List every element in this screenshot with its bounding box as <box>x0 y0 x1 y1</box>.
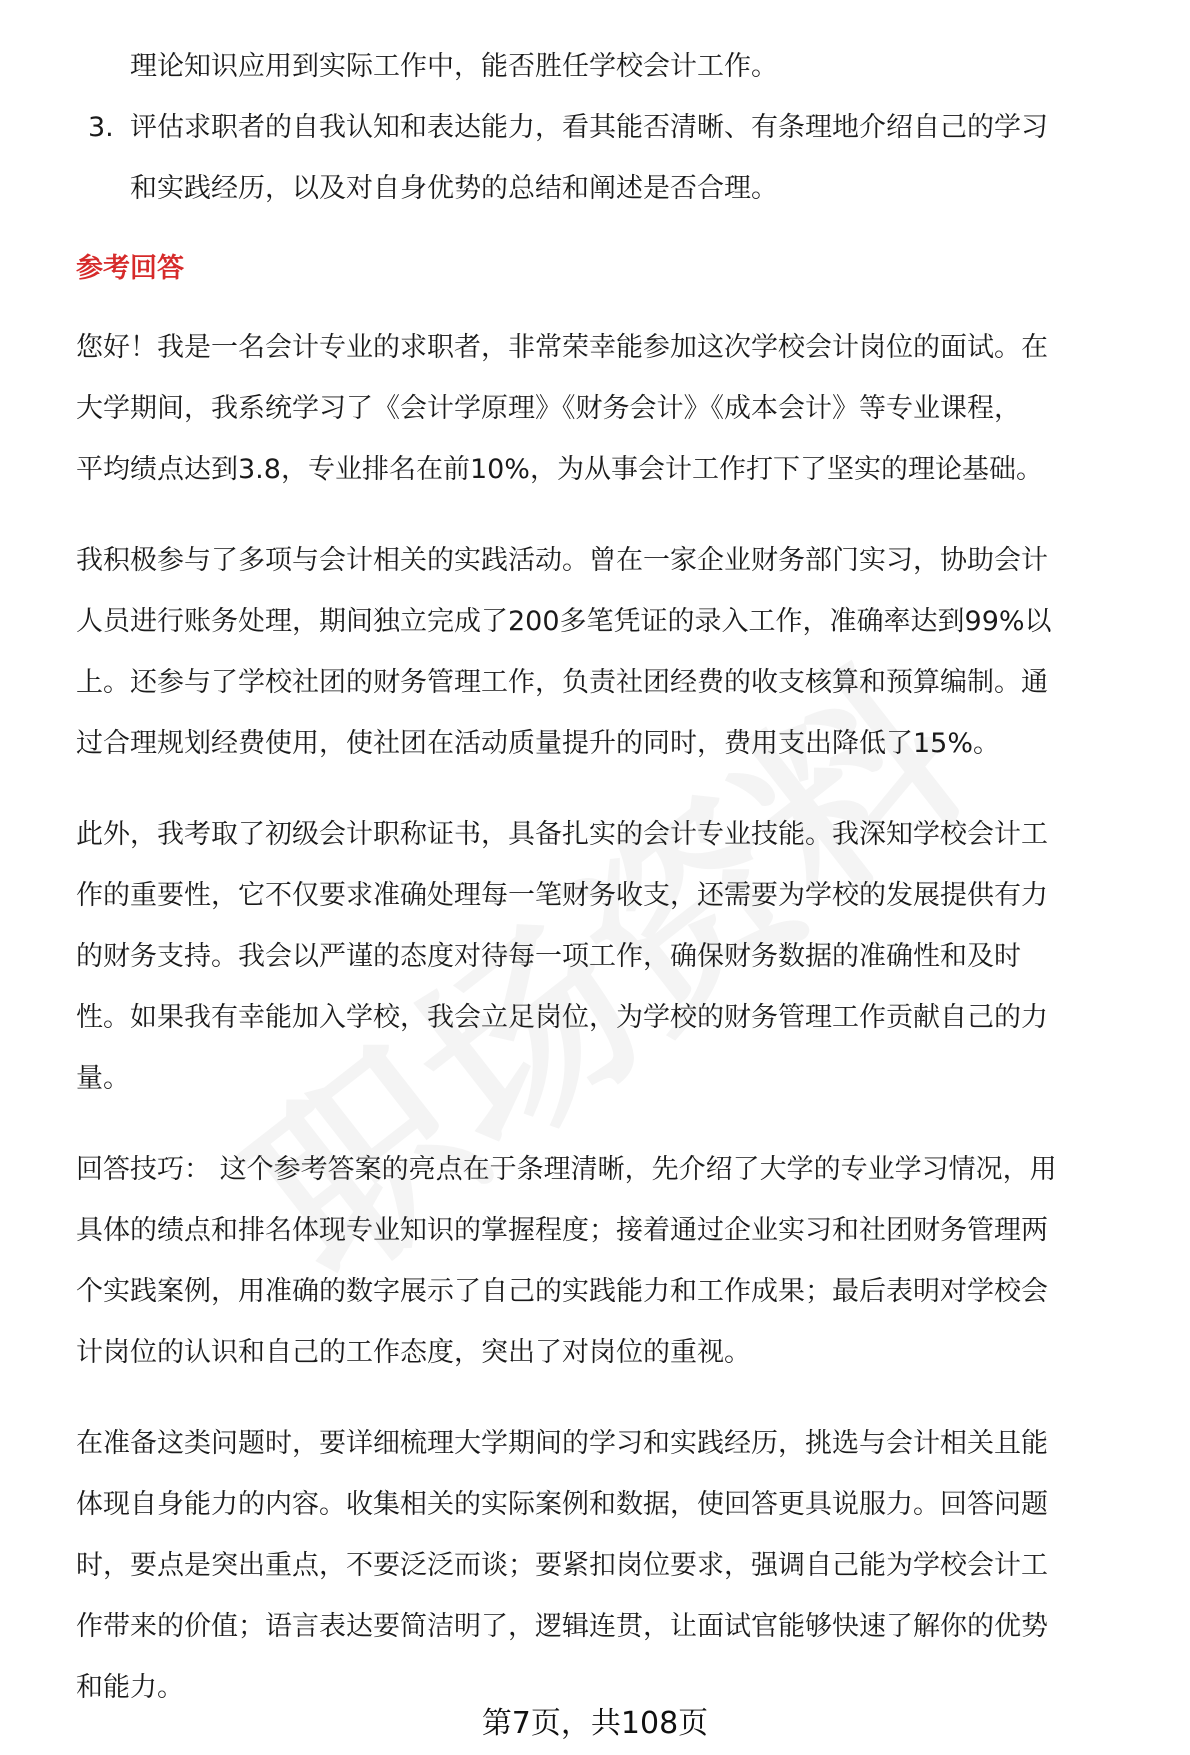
paragraph-line: 我积极参与了多项与会计相关的实践活动。曾在一家企业财务部门实习，协助会计 <box>76 545 1048 576</box>
list-line: 和实践经历，以及对自身优势的总结和阐述是否合理。 <box>130 173 778 204</box>
list-number: 3. <box>88 112 114 143</box>
paragraph-line: 个实践案例，用准确的数字展示了自己的实践能力和工作成果；最后表明对学校会 <box>76 1276 1048 1307</box>
section-heading: 参考回答 <box>76 253 184 284</box>
paragraph-line: 量。 <box>76 1063 130 1094</box>
paragraph-line: 大学期间，我系统学习了《会计学原理》《财务会计》《成本会计》等专业课程， <box>76 393 1021 424</box>
paragraph-line: 此外，我考取了初级会计职称证书，具备扎实的会计专业技能。我深知学校会计工 <box>76 819 1048 850</box>
page-footer: 第7页，共108页 <box>481 1706 709 1741</box>
paragraph-line: 上。还参与了学校社团的财务管理工作，负责社团经费的收支核算和预算编制。通 <box>76 667 1048 698</box>
paragraph-line: 过合理规划经费使用，使社团在活动质量提升的同时，费用支出降低了15%。 <box>76 728 1001 759</box>
paragraph-line: 您好！我是一名会计专业的求职者，非常荣幸能参加这次学校会计岗位的面试。在 <box>76 332 1048 363</box>
paragraph-line: 计岗位的认识和自己的工作态度，突出了对岗位的重视。 <box>76 1337 751 1368</box>
paragraph-line: 回答技巧： 这个参考答案的亮点在于条理清晰，先介绍了大学的专业学习情况，用 <box>76 1154 1057 1185</box>
paragraph-line: 作带来的价值；语言表达要简洁明了，逻辑连贯，让面试官能够快速了解你的优势 <box>76 1611 1048 1642</box>
paragraph-line: 具体的绩点和排名体现专业知识的掌握程度；接着通过企业实习和社团财务管理两 <box>76 1215 1048 1246</box>
paragraph-line: 人员进行账务处理，期间独立完成了200多笔凭证的录入工作，准确率达到99%以 <box>76 606 1052 637</box>
list-line: 理论知识应用到实际工作中，能否胜任学校会计工作。 <box>130 51 778 82</box>
paragraph-line: 作的重要性，它不仅要求准确处理每一笔财务收支，还需要为学校的发展提供有力 <box>76 880 1048 911</box>
paragraph-line: 在准备这类问题时，要详细梳理大学期间的学习和实践经历，挑选与会计相关且能 <box>76 1428 1048 1459</box>
list-line: 评估求职者的自我认知和表达能力，看其能否清晰、有条理地介绍自己的学习 <box>130 112 1048 143</box>
paragraph-line: 平均绩点达到3.8，专业排名在前10%，为从事会计工作打下了坚实的理论基础。 <box>76 454 1043 485</box>
paragraph-line: 和能力。 <box>76 1672 184 1703</box>
paragraph-line: 的财务支持。我会以严谨的态度对待每一项工作，确保财务数据的准确性和及时 <box>76 941 1021 972</box>
paragraph-line: 体现自身能力的内容。收集相关的实际案例和数据，使回答更具说服力。回答问题 <box>76 1489 1048 1520</box>
paragraph-line: 性。如果我有幸能加入学校，我会立足岗位，为学校的财务管理工作贡献自己的力 <box>76 1002 1048 1033</box>
paragraph-line: 时，要点是突出重点，不要泛泛而谈；要紧扣岗位要求，强调自己能为学校会计工 <box>76 1550 1048 1581</box>
